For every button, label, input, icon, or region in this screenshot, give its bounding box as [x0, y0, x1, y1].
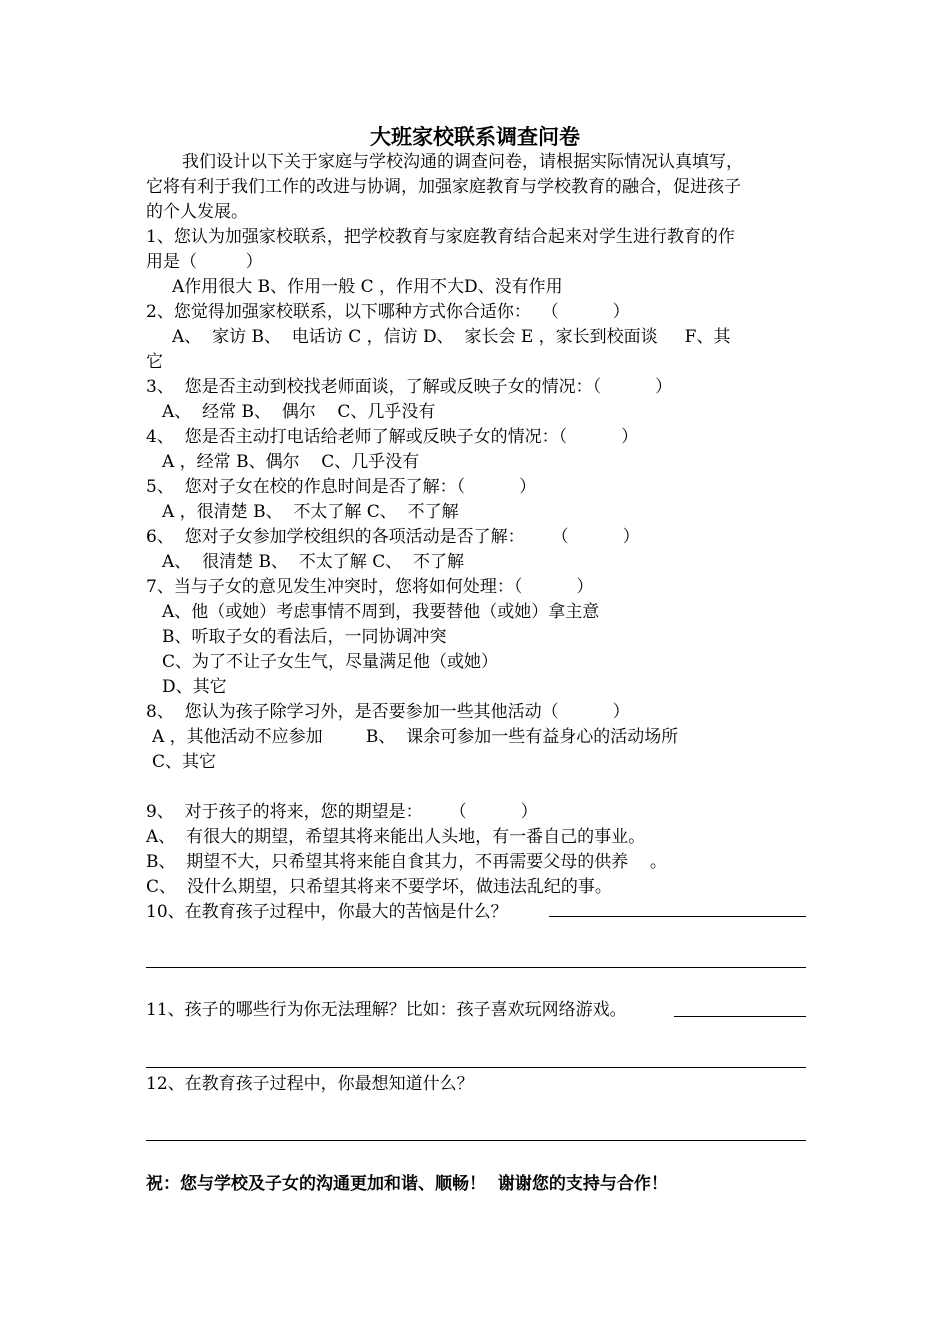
- question-8-options-cont: C、其它: [152, 752, 217, 772]
- question-9-option: A、 有很大的期望，希望其将来能出人头地，有一番自己的事业。: [146, 827, 646, 847]
- intro-line: 它将有利于我们工作的改进与协调，加强家庭教育与学校教育的融合，促进孩子: [146, 177, 741, 197]
- intro-line: 的个人发展。: [146, 202, 248, 222]
- answer-line[interactable]: [549, 916, 806, 917]
- intro-line: 我们设计以下关于家庭与学校沟通的调查问卷，请根据实际情况认真填写，: [182, 152, 743, 172]
- question-7: 7、当与子女的意见发生冲突时，您将如何处理：（ ）: [146, 577, 594, 597]
- answer-line[interactable]: [146, 1067, 806, 1068]
- closing-message: 祝：您与学校及子女的沟通更加和谐、顺畅！ 谢谢您的支持与合作！: [146, 1174, 668, 1194]
- question-4: 4、 您是否主动打电话给老师了解或反映子女的情况：（ ）: [146, 427, 639, 447]
- question-5-options: A ，很清楚 B、 不太了解 C、 不了解: [162, 502, 459, 522]
- question-2: 2、您觉得加强家校联系，以下哪种方式你合适你： （ ）: [146, 302, 630, 322]
- question-12: 12、在教育孩子过程中，你最想知道什么？: [146, 1074, 474, 1094]
- question-7-option: B、听取子女的看法后，一同协调冲突: [162, 627, 447, 647]
- question-1: 1、您认为加强家校联系，把学校教育与家庭教育结合起来对学生进行教育的作: [146, 227, 735, 247]
- answer-line[interactable]: [146, 967, 806, 968]
- question-4-options: A ，经常 B、偶尔 C、几乎没有: [162, 452, 420, 472]
- question-7-option: A、他（或她）考虑事情不周到，我要替他（或她）拿主意: [162, 602, 600, 622]
- question-1-cont: 用是（ ）: [146, 252, 263, 272]
- question-8-options: A ，其他活动不应参加 B、 课余可参加一些有益身心的活动场所: [152, 727, 679, 747]
- question-8: 8、 您认为孩子除学习外，是否要参加一些其他活动（ ）: [146, 702, 630, 722]
- page-title: 大班家校联系调查问卷: [370, 124, 580, 149]
- question-6-options: A、 很清楚 B、 不太了解 C、 不了解: [162, 552, 465, 572]
- answer-line[interactable]: [674, 1016, 806, 1017]
- question-7-option: D、其它: [162, 677, 227, 697]
- question-5: 5、 您对子女在校的作息时间是否了解：（ ）: [146, 477, 537, 497]
- question-11: 11、孩子的哪些行为你无法理解？比如：孩子喜欢玩网络游戏。: [146, 1000, 627, 1020]
- question-9-option: B、 期望不大，只希望其将来能自食其力，不再需要父母的供养 。: [146, 852, 667, 872]
- question-9: 9、 对于孩子的将来，您的期望是： （ ）: [146, 802, 538, 822]
- answer-line[interactable]: [146, 1140, 806, 1141]
- question-10: 10、在教育孩子过程中，你最大的苦恼是什么？: [146, 902, 508, 922]
- question-9-option: C、 没什么期望，只希望其将来不要学坏，做违法乱纪的事。: [146, 877, 612, 897]
- question-6: 6、 您对子女参加学校组织的各项活动是否了解： （ ）: [146, 527, 640, 547]
- question-2-options-cont: 它: [146, 352, 163, 372]
- question-7-option: C、为了不让子女生气，尽量满足他（或她）: [162, 652, 499, 672]
- question-1-options: A作用很大 B、作用一般 C ，作用不大D、没有作用: [172, 277, 563, 297]
- question-3: 3、 您是否主动到校找老师面谈，了解或反映子女的情况：（ ）: [146, 377, 673, 397]
- question-3-options: A、 经常 B、 偶尔 C、几乎没有: [162, 402, 436, 422]
- question-2-options: A、 家访 B、 电话访 C ，信访 D、 家长会 E ，家长到校面谈 F、其: [172, 327, 731, 347]
